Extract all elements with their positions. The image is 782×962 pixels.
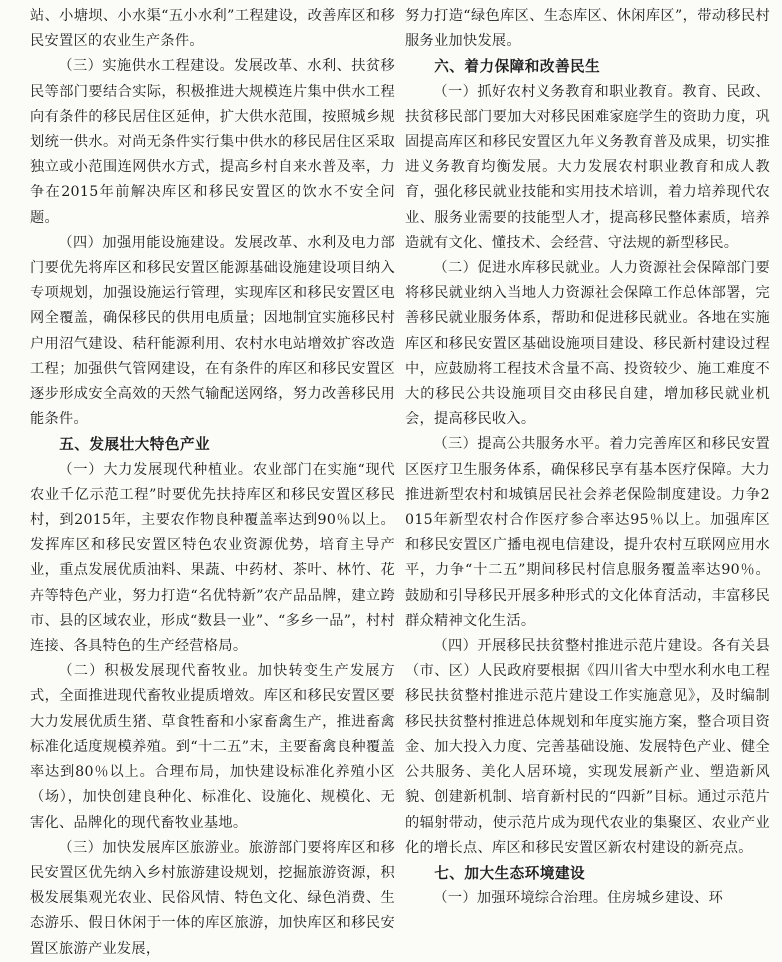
left-section-heading: 五、发展壮大特色产业 <box>59 436 211 454</box>
right-paragraph: （一）抓好农村义务教育和职业教育。教育、民政、扶贫移民部门要加大对移民困难家庭学生的资助力度，巩固提高库区和移民安置区九年义务教育普及成果，切实推进义务教育均衡发展。大力发展农村职业教育和成人教育，强化移民就业技能和实用技术培训，着力培养现代农业、服务业需要的技能型人才，提高移民整体素质，培养造就有文化、懂技术、会经营、守法规的新型移民。 <box>405 83 770 251</box>
left-paragraph: 站、小塘坝、小水渠“五小水利”工程建设，改善库区和移民安置区的农业生产条件。 <box>30 8 395 50</box>
right-paragraph: （四）开展移民扶贫整村推进示范片建设。各有关县（市、区）人民政府要根据《四川省大中型水利水电工程移民扶贫整村推进示范片建设工作实施意见》，及时编制移民扶贫整村推进总体规划和年度实施方案，整合项目资金、加大投入力度、完善基础设施、发展特色产业、健全公共服务、美化人居环境，实现发展新产业、塑造新风貌、创建新机制、培育新村民的“四新”目标。通过示范片的辐射带动，使示范片成为现代农业的集聚区、农业产业化的增长点、库区和移民安置区新农村建设的新亮点。 <box>405 638 770 856</box>
right-paragraph: （一）加强环境综合治理。住房城乡建设、环 <box>433 890 724 907</box>
right-paragraph: （二）促进水库移民就业。人力资源社会保障部门要将移民就业纳入当地人力资源社会保障工作总体部署，完善移民就业服务体系，帮助和促进移民就业。各地在实施库区和移民安置区基础设施项目建设、移民新村建设过程中，应鼓励将工程技术含量不高、投资较少、施工难度不大的移民公共设施项目交由移民自建，增加移民就业机会，提高移民收入。 <box>405 260 770 428</box>
left-paragraph: （三）加快发展库区旅游业。旅游部门要将库区和移民安置区优先纳入乡村旅游建设规划，挖掘旅游资源，积极发展集观光农业、民俗风情、特色文化、绿色消费、生态游乐、假日休闲于一体的库区旅游，加快库区和移民安置区旅游产业发展， <box>30 839 395 957</box>
left-paragraph: （二）积极发展现代畜牧业。加快转变生产发展方式，全面推进现代畜牧业提质增效。库区和移民安置区要大力发展优质生猪、草食牲畜和小家畜禽生产，推进畜禽标准化适度规模养殖。到“十二五”末，主要畜禽良种覆盖率达到80％以上。合理布局，加快建设标准化养殖小区（场），加快创建良种化、标准化、设施化、规模化、无害化、品牌化的现代畜牧业基地。 <box>30 663 395 831</box>
left-column <box>30 4 395 957</box>
right-paragraph: （三）提高公共服务水平。着力完善库区和移民安置区医疗卫生服务体系，确保移民享有基本医疗保障。大力推进新型农村和城镇居民社会养老保险制度建设。力争2015年新型农村合作医疗参合率达95％以上。加强库区和移民安置区广播电视电信建设，提升农村互联网应用水平，力争“十二五”期间移民村信息服务覆盖率达90％。鼓励和引导移民开展多种形式的文化体育活动，丰富移民群众精神文化生活。 <box>405 436 770 629</box>
left-paragraph: （三）实施供水工程建设。发展改革、水利、扶贫移民等部门要结合实际，积极推进大规模连片集中供水工程向有条件的移民居住区延伸，扩大供水范围，按照城乡规划统一供水。对尚无条件实行集中供水的移民居住区采取独立或小范围连网供水方式，提高乡村自来水普及率，力争在2015年前解决库区和移民安置区的饮水不安全问题。 <box>30 58 395 226</box>
left-paragraph: （四）加强用能设施建设。发展改革、水利及电力部门要优先将库区和移民安置区能源基础设施建设项目纳入专项规划，加强设施运行管理，实现库区和移民安置区电网全覆盖，确保移民的供用电质量；因地制宜实施移民村户用沼气建设、秸秆能源利用、农村水电站增效扩容改造工程；加强供气管网建设，在有条件的库区和移民安置区逐步形成安全高效的天然气输配送网络，努力改善移民用能条件。 <box>30 234 395 428</box>
right-section-heading: 六、着力保障和改善民生 <box>434 58 601 76</box>
right-paragraph: 努力打造“绿色库区、生态库区、休闲库区”，带动移民村服务业加快发展。 <box>405 8 770 50</box>
right-column <box>405 4 770 911</box>
right-section-heading: 七、加大生态环境建设 <box>434 864 586 882</box>
left-paragraph: （一）大力发展现代种植业。农业部门在实施“现代农业千亿示范工程”时要优先扶持库区和移民安置区移民村，到2015年，主要农作物良种覆盖率达到90％以上。发挥库区和移民安置区特色农业资源优势，培育主导产业，重点发展优质油料、果蔬、中药材、茶叶、林竹、花卉等特色产业，努力打造“名优特新”农产品品牌，建立跨市、县的区域农业，形成“数县一业”、“多乡一品”，村村连接、各具特色的生产经营格局。 <box>30 461 395 655</box>
